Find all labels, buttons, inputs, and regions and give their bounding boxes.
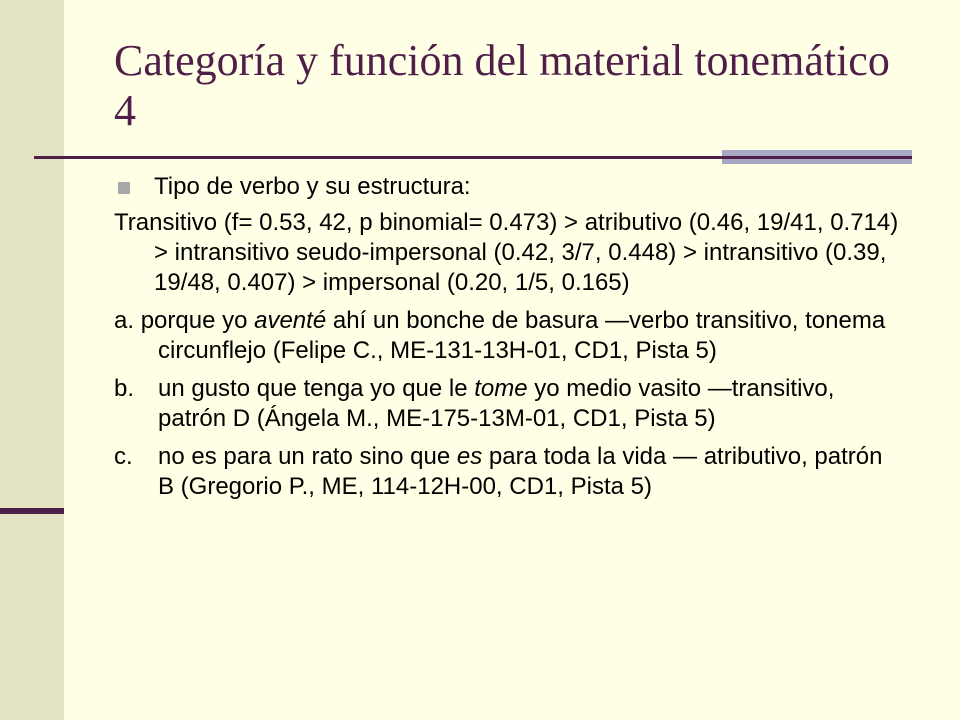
example-a-italic: aventé — [254, 307, 327, 334]
example-c-after: para toda la vida — atributivo, patrón B (Gregorio P., ME, 114-12H-00, CD1, Pista 5) — [158, 443, 883, 500]
bullet-text: Tipo de verbo y su estructura: — [154, 173, 471, 200]
example-b — [114, 374, 904, 434]
example-a — [114, 306, 904, 366]
title-rule-block-line — [722, 156, 912, 159]
example-c — [114, 442, 904, 502]
example-c-label: c. — [114, 443, 133, 470]
bullet-item — [114, 172, 904, 202]
example-a-before: porque yo — [140, 307, 255, 334]
example-a-after: ahí un bonche de basura —verbo transitivo, tonema circunflejo (Felipe C., ME-131-13H-01, CD1, Pista 5) — [158, 307, 886, 364]
example-b-label: b. — [114, 375, 135, 402]
example-b-italic: tome — [474, 375, 528, 402]
example-a-label: a. — [114, 307, 135, 334]
example-c-italic: es — [456, 443, 483, 470]
slide-body — [114, 172, 904, 510]
square-bullet-icon — [118, 182, 130, 194]
left-decorative-strip — [0, 0, 64, 720]
left-accent-bar — [0, 508, 64, 514]
example-b-after: yo medio vasito —transitivo, patrón D (Ángela M., ME-175-13M-01, CD1, Pista 5) — [158, 375, 835, 432]
example-c-before: no es para un rato sino que — [158, 443, 457, 470]
ranking-paragraph: Transitivo (f= 0.53, 42, p binomial= 0.473) > atributivo (0.46, 19/41, 0.714) > intransitivo seudo-impersonal (0.42, 3/7, 0.448) > intransitivo (0.39, 19/48, 0.407) > impersonal (0.20, 1/5, 0.165) — [114, 209, 899, 296]
slide-title: Categoría y función del material tonemático 4 — [114, 36, 890, 135]
example-b-before: un gusto que tenga yo que le — [158, 375, 475, 402]
